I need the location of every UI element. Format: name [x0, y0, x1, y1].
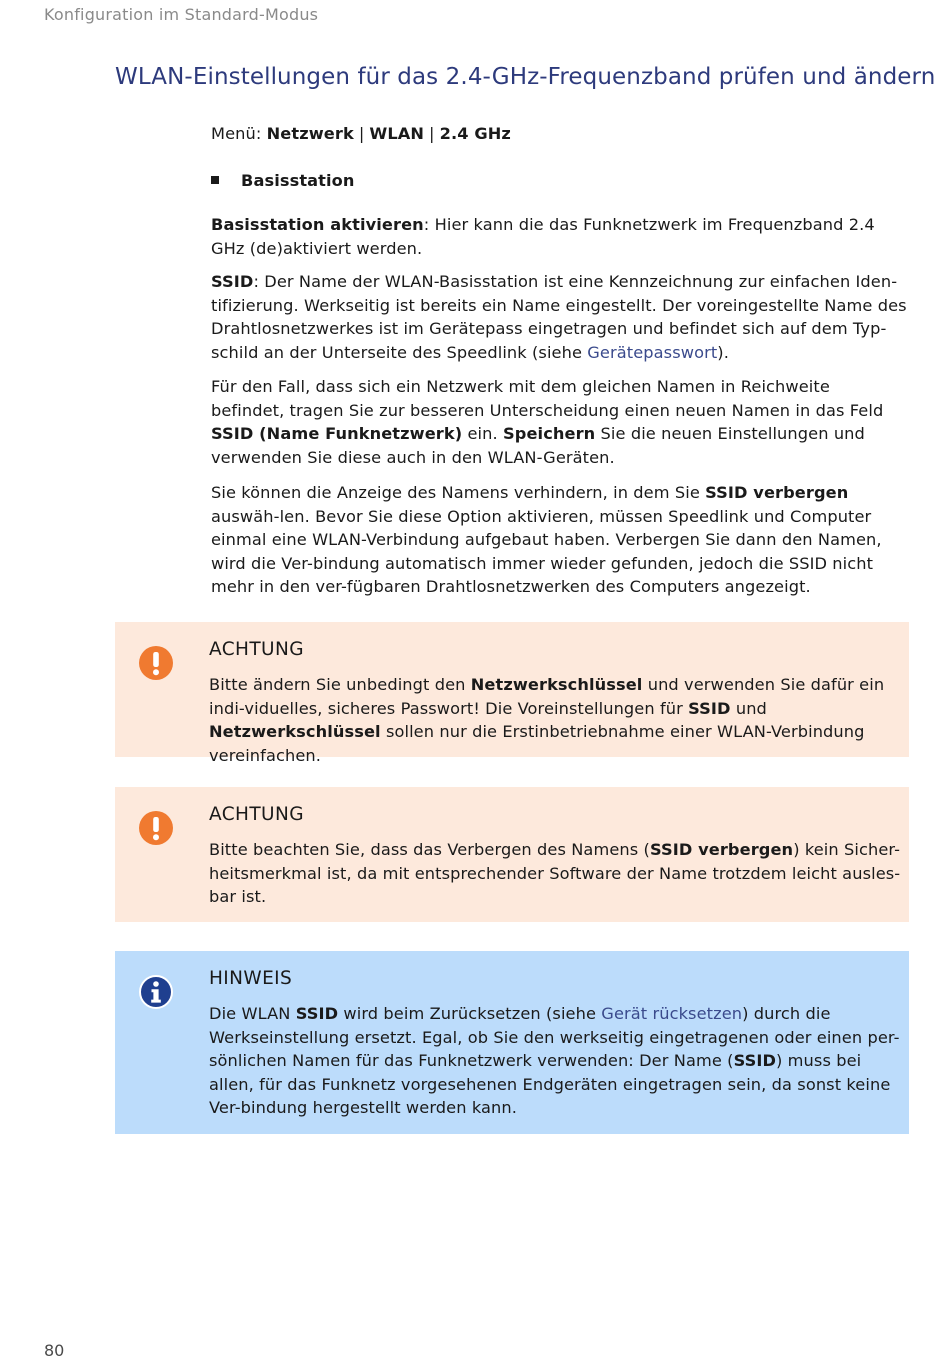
term: SSID — [211, 272, 254, 291]
menu-separator: | — [429, 124, 435, 143]
info-box — [115, 951, 909, 1134]
running-head: Konfiguration im Standard-Modus — [44, 5, 319, 24]
info-text-part: ) muss bei allen, für das Funknetz vorgesehenen Endgeräten eingetragen sein, da sonst keine Ver-bindung hergestellt werden kann. — [209, 1051, 891, 1117]
warning-text — [209, 838, 907, 909]
info-text-part: wird beim Zurücksetzen (siehe — [338, 1004, 602, 1023]
paragraph-text: Für den Fall, dass sich ein Netzwerk mit dem gleichen Namen in Reichweite befindet, tragen Sie zur besseren Unterscheidung einen neuen Namen in das Feld — [211, 377, 884, 420]
warning-text-part: Bitte beachten Sie, dass das Verbergen des Namens ( — [209, 840, 650, 859]
term: Netzwerkschlüssel — [470, 675, 643, 694]
option-name-ssid-verbergen: SSID verbergen — [705, 483, 849, 502]
menu-separator: | — [358, 124, 365, 143]
menu-path — [211, 122, 908, 146]
warning-title: ACHTUNG — [209, 804, 304, 825]
info-circle-icon — [139, 975, 173, 1009]
menu-item-netzwerk: Netzwerk — [266, 124, 354, 143]
paragraph-text: Sie können die Anzeige des Namens verhindern, in dem Sie — [211, 483, 706, 502]
paragraph-text: : Der Name der WLAN-Basisstation ist eine Kennzeichnung zur einfachen Iden-tifizierung. Werkseitig ist bereits ein Name eingestellt. Der voreingestellte Name des Drahtlosnetzwerkes ist im Gerätepass eingetragen und befindet sich auf dem Typ-schild an der Unterseite des Speedlink (siehe — [211, 272, 907, 362]
term: Netzwerkschlüssel — [209, 722, 381, 741]
exclamation-circle-icon — [139, 646, 173, 680]
square-bullet-icon — [211, 176, 219, 184]
link-geraetepasswort[interactable]: Gerätepasswort — [587, 342, 718, 362]
warning-box — [115, 622, 909, 765]
menu-item-wlan: WLAN — [369, 124, 425, 143]
paragraph-text: auswäh-len. Bevor Sie diese Option aktivieren, müssen Speedlink und Computer einmal eine WLAN-Verbindung aufgebaut haben. Verbergen Sie dann den Namen, wird die Ver-bindung automatisch immer wieder gefunden, jedoch die SSID nicht mehr in den ver-fügbaren Drahtlosnetzwerken des Computers angezeigt. — [211, 506, 882, 596]
paragraph-ssid-verbergen — [211, 481, 908, 599]
button-name-speichern: Speichern — [503, 424, 596, 443]
field-name-ssid: SSID (Name Funknetzwerk) — [211, 424, 463, 443]
warning-text-part: ) kein Sicher-heitsmerkmal ist, da mit entsprechender Software der Name trotzdem leicht ausles-bar ist. — [209, 840, 901, 906]
warning-text-part: Bitte ändern Sie unbedingt den — [209, 675, 471, 694]
warning-text-part: und verwenden Sie dafür ein indi-viduelles, sicheres Passwort! Die Voreinstellungen für — [209, 675, 885, 718]
paragraph-text: ein. — [462, 424, 504, 443]
warning-box — [115, 787, 909, 922]
page-title: WLAN-Einstellungen für das 2.4-GHz-Frequenzband prüfen und ändern — [115, 64, 936, 90]
warning-text — [209, 673, 907, 767]
paragraph-text: ). — [717, 342, 729, 362]
warning-text-part: sollen nur die Erstinbetriebnahme einer WLAN-Verbindung vereinfachen. — [209, 722, 865, 765]
term: SSID — [733, 1051, 777, 1070]
info-text-part: Die WLAN — [209, 1004, 296, 1023]
term: Basisstation aktivieren — [211, 215, 424, 234]
menu-prefix: Menü: — [211, 124, 267, 143]
info-title: HINWEIS — [209, 968, 293, 989]
info-text-part: ) durch die Werkseinstellung ersetzt. Egal, ob Sie den werkseitig eingetragenen oder einen per-sönlichen Namen für das Funknetzwerk verwenden: Der Name ( — [209, 1004, 900, 1070]
paragraph-text: : Hier kann die das Funknetzwerk im Frequenzband 2.4 GHz (de)aktiviert werden. — [211, 215, 875, 258]
term: SSID — [688, 698, 731, 718]
term: SSID — [295, 1004, 339, 1023]
paragraph-text: Sie die neuen Einstellungen und verwenden Sie diese auch in den WLAN-Geräten. — [211, 424, 865, 467]
paragraph-ssid — [211, 270, 908, 364]
paragraph-basisstation — [211, 213, 908, 260]
link-geraet-ruecksetzen[interactable]: Gerät rücksetzen — [601, 1004, 743, 1023]
info-text — [209, 1002, 907, 1120]
warning-title: ACHTUNG — [209, 639, 304, 660]
page-number: 80 — [44, 1341, 65, 1360]
paragraph-ssid-name — [211, 375, 908, 469]
warning-text-part: und — [730, 698, 767, 718]
exclamation-circle-icon — [139, 811, 173, 845]
section-heading — [211, 169, 908, 193]
term: SSID verbergen — [649, 840, 794, 859]
section-heading-text: Basisstation — [241, 171, 355, 190]
menu-item-2-4-ghz: 2.4 GHz — [439, 124, 511, 143]
